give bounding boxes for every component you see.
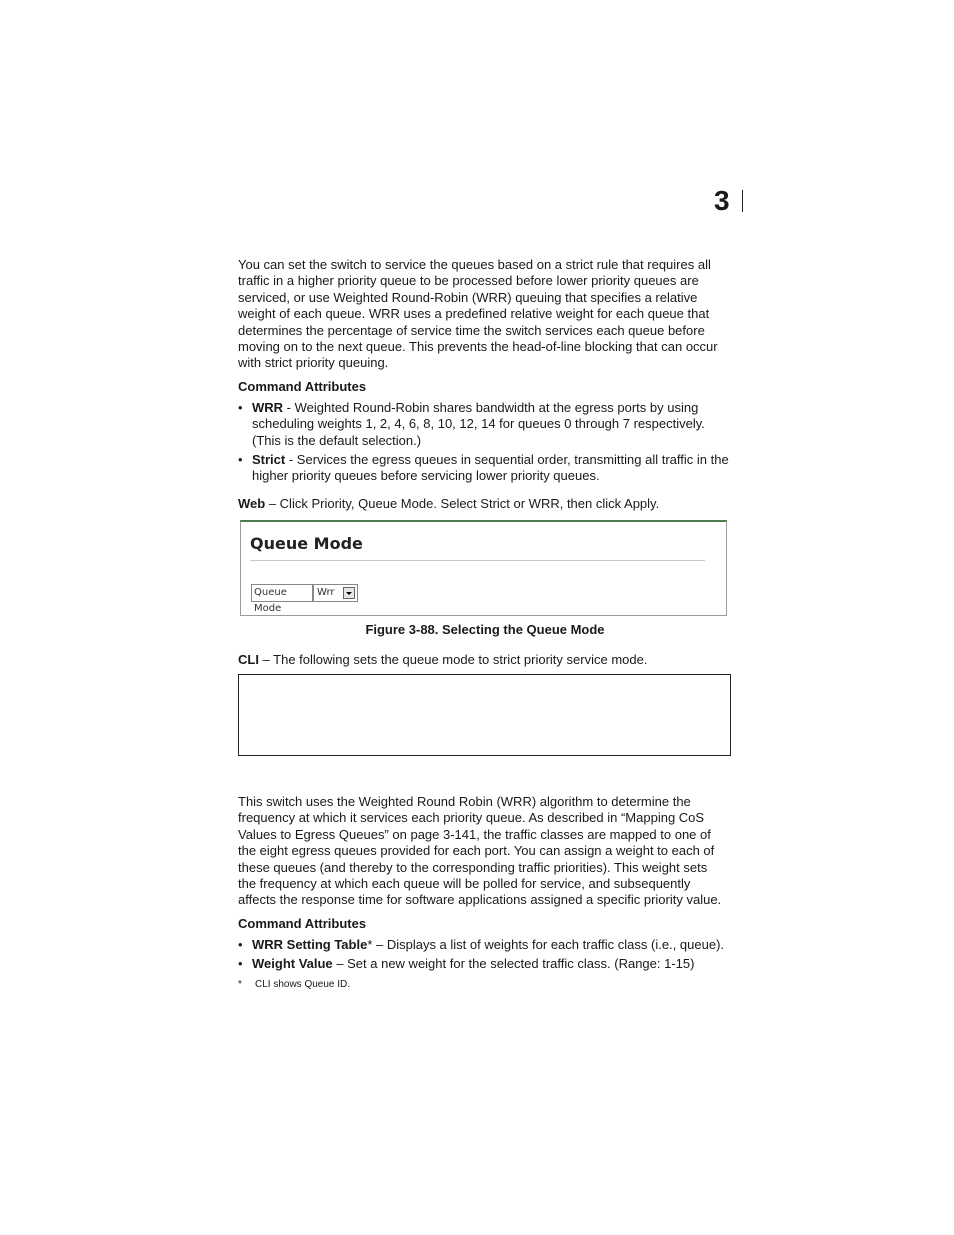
text-line: higher priority queues before servicing lower priority queues. — [252, 468, 600, 484]
attribute-description: * – Displays a list of weights for each traffic class (i.e., queue). — [367, 937, 725, 952]
list-item — [238, 956, 732, 972]
text-line: weight of each queue. WRR uses a predefined relative weight for each queue that — [238, 306, 710, 322]
list-item — [238, 400, 732, 449]
text-line: serviced, or use Weighted Round-Robin (WRR) queuing that specifies a relative — [238, 289, 698, 305]
text-line: This switch uses the Weighted Round Robin (WRR) algorithm to determine the — [238, 794, 691, 809]
queue-mode-value: Wrr — [317, 587, 335, 598]
text-line: frequency at which it services each priority queue. As described in “Mapping CoS — [238, 810, 705, 826]
section-heading: Command Attributes — [238, 916, 367, 931]
chapter-rule — [742, 190, 743, 212]
bullet-marker: • — [238, 452, 243, 467]
figure-title: Queue Mode — [250, 534, 363, 553]
intro-paragraph — [238, 257, 732, 372]
list-item — [238, 452, 732, 485]
text-line: the eight egress queues provided for each port. You can assign a weight to each of — [238, 843, 715, 859]
chapter-number: 3 — [714, 185, 730, 216]
cli-example-box — [238, 674, 731, 756]
cli-text: – The following sets the queue mode to strict priority service mode. — [258, 652, 648, 667]
queue-mode-label: Queue Mode — [251, 584, 313, 602]
attribute-description: – Set a new weight for the selected traffic class. (Range: 1-15) — [332, 956, 695, 971]
text-line: traffic in a higher priority queue to be processed before lower priority queues are — [238, 273, 699, 289]
section-heading: Command Attributes — [238, 379, 367, 394]
figure-divider — [250, 560, 705, 561]
text-line: Values to Egress Queues” on page 3-141, the traffic classes are mapped to one of — [238, 826, 711, 842]
wrr-paragraph — [238, 794, 732, 909]
queue-mode-figure — [240, 520, 727, 616]
text-line: the frequency at which each queue will be polled for service, and subsequently — [238, 876, 691, 892]
bullet-marker: • — [238, 956, 243, 971]
text-line: scheduling weights 1, 2, 4, 6, 8, 10, 12, 14 for queues 0 through 7 respectively. — [252, 416, 705, 432]
text-line: determines the percentage of service time the switch services each queue before — [238, 322, 705, 338]
text-line: these queues (and thereby to the corresponding traffic priorities). This weight sets — [238, 859, 708, 875]
list-item — [238, 937, 732, 953]
text-line: with strict priority queuing. — [238, 355, 389, 371]
attribute-term: Weight Value — [252, 956, 333, 971]
web-instruction — [238, 496, 732, 512]
attribute-term: Strict - Services the egress queues in sequential order, transmitting all traffic in the — [252, 452, 729, 467]
footnote-text: CLI shows Queue ID. — [255, 979, 351, 990]
bullet-marker: • — [238, 937, 243, 952]
cli-label: CLI — [238, 652, 259, 667]
queue-mode-select[interactable] — [313, 584, 358, 602]
figure-caption: Figure 3-88. Selecting the Queue Mode — [365, 622, 605, 637]
attribute-term: WRR Setting Table — [252, 937, 368, 952]
bullet-marker: • — [238, 400, 243, 415]
text-line: affects the response time for software applications assigned a specific priority value. — [238, 892, 722, 908]
cli-instruction — [238, 652, 732, 668]
footnote-marker: * — [238, 979, 242, 990]
web-label: Web — [238, 496, 266, 511]
web-text: – Click Priority, Queue Mode. Select Strict or WRR, then click Apply. — [265, 496, 660, 511]
text-line: (This is the default selection.) — [252, 432, 422, 448]
text-line: moving on to the next queue. This prevents the head-of-line blocking that can occur — [238, 339, 718, 355]
chevron-down-icon[interactable] — [343, 587, 355, 599]
attribute-term: WRR - Weighted Round-Robin shares bandwidth at the egress ports by using — [252, 400, 699, 415]
text-line: You can set the switch to service the queues based on a strict rule that requires all — [238, 257, 711, 272]
